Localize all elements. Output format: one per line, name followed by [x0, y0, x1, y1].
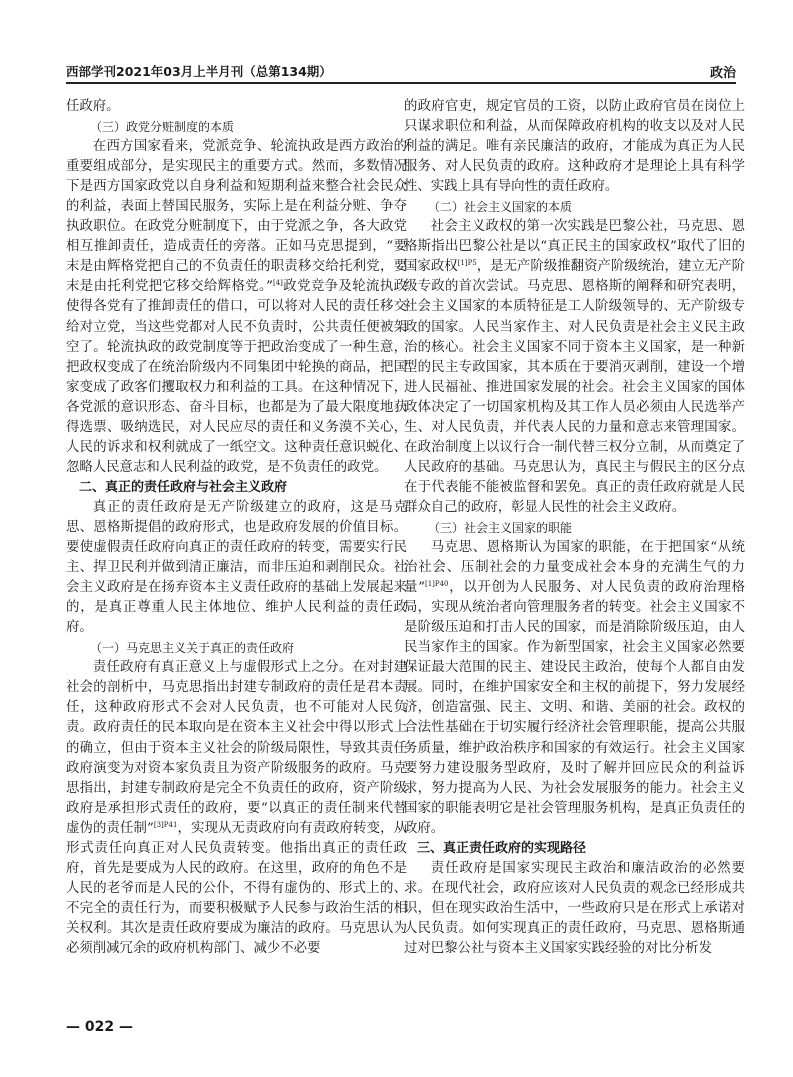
paragraph-text: （三）社会主义国家的职能: [428, 520, 573, 535]
paragraph-text: （二）社会主义国家的本质: [428, 200, 573, 215]
header-rule: [66, 82, 736, 84]
paragraph-text: 责任政府有真正意义上与虚假形式上之分。在对封建社会的剖析中，马克思指出封建专制政府的责任是君本责任，这种政府形式不会对人民负责，也不可能对人民负责。政府责任的民本取向是在资本主义社会中得以形式上的确立，但由于资本主义社会的阶级局限性，导致其责任政府演变为对资本家负责且为资产阶级服务的政府。马克思指出，封建专制政府是完全不负责任的政府，资产阶级政府是承担形式责任的政府，要“以真正的责任制来代替虚伪的责任制”: [66, 660, 407, 836]
issue-info: 2021年03月上半月刊（总第134期）: [116, 64, 332, 79]
body-paragraph: [404, 538, 745, 839]
paragraph-text: （三）政党分赃制度的本质: [90, 120, 235, 135]
paragraph-text-continued: ，实现从无责政府向有责政府转变，从形式责任向真正对人民负责转变。他指出真正的责任政府，首先是要成为人民的政府。在这里，政府的角色不是人民的老爷而是人民的公仆，不得有虚伪的、形式上的、不完全的责任行为，而要积极赋予人民参与政治生活的相关权利。其次是责任政府要成为廉洁的政府。马克思认为必须削减冗余的政府机构部门、减少不必要: [66, 820, 407, 956]
body-paragraph: [66, 97, 407, 117]
paragraph-text-continued: ，以开创为人民服务、对人民负责的政府治理格局，实现从统治者向管理服务者的转变。社会主义国家不是阶级压迫和打击人民的国家，而是消除阶级压迫，由人民当家作主的国家。作为新型国家，社会主义国家必然要保证最大范围的民主、建设民主政治，使每个人都自由发展。同时，在维护国家安全和主权的前提下，努力发展经济，创造富强、民主、文明、和谐、美丽的社会。政权的合法性基础在于切实履行经济社会管理职能，提高公共服务质量，维护政治秩序和国家的有效运行。社会主义国家要努力建设服务型政府，及时了解并回应民众的利益诉求，努力提高为人民、为社会发展服务的能力。社会主义国家的职能表明它是社会管理服务机构，是真正负责任的政府。: [404, 580, 745, 836]
body-paragraph: [404, 859, 745, 959]
section-heading: [66, 478, 407, 498]
journal-issue-line: [66, 62, 332, 80]
body-paragraph: [404, 97, 745, 197]
paragraph-text: （一）马克思主义关于真正的责任政府: [90, 641, 295, 656]
citation-marker: [3]P41: [153, 820, 178, 829]
journal-name: 西部学刊: [66, 64, 117, 79]
section-heading: [404, 839, 745, 859]
paragraph-text: 在西方国家看来，党派竞争、轮流执政是西方政治的重要组成部分，是实现民主的重要方式。然而，多数情况下是西方国家政党以自身利益和短期利益来整合社会民众的利益，表面上替国民服务，实际上是在利益分赃、争夺执政职位。在政党分赃制度下，由于党派之争，各大政党相互推卸责任，造成责任的旁落。正如马克思提到，“要末是由辉格党把自己的不负责任的职责移交给托利党，要末是由托利党把它移交给辉格党。”: [66, 139, 407, 295]
paragraph-text-continued: ，是无产阶级推翻资产阶级统治，建立无产阶级专政的首次尝试。马克思、恩格斯的阐释和研究表明，社会主义国家的本质特征是工人阶级领导的、无产阶级专政的国家。人民当家作主、对人民负责是社会主义民主政治的核心。社会主义国家不同于资本主义国家，是一种新型的民主专政国家，其本质在于要消灭剥削，建设一个增进人民福祉、推进国家发展的社会。社会主义国家的国体政体决定了一切国家机构及其工作人员必须由人民选举产生、对人民负责，并代表人民的力量和意志来管理国家。在政治制度上以议行合一制代替三权分立制，从而奠定了人民政府的基础。马克思认为，真民主与假民主的区分点在于代表能不能被监督和罢免。真正的责任政府就是人民群众自己的政府，彰显人民性的社会主义政府。: [404, 259, 746, 515]
subsection-heading: [404, 197, 745, 217]
paragraph-text: 社会主义政权的第一次实践是巴黎公社，马克思、恩格斯指出巴黎公社是以“真正民主的国家政权”取代了旧的国家政权: [404, 219, 745, 275]
left-column: [66, 97, 407, 959]
paragraph-text: 二、真正的责任政府与社会主义政府: [79, 479, 288, 495]
citation-marker: [1]P40: [424, 580, 449, 589]
body-paragraph: [66, 498, 407, 638]
citation-marker: [1]P5: [457, 259, 477, 268]
paragraph-text: 马克思、恩格斯认为国家的职能，在于把国家“从统治社会、压制社会的力量变成社会本身的充满生气的力量”: [404, 540, 745, 596]
paragraph-text: 真正的责任政府是无产阶级建立的政府，这是马克思、恩格斯提倡的政府形式，也是政府发展的价值目标。要使虚假责任政府向真正的责任政府的转变，需要实行民主、捍卫民利并做到清正廉洁，而非压迫和剥削民众。社会主义政府是在扬弃资本主义责任政府的基础上发展起来的，是真正尊重人民主体地位、维护人民利益的责任政府。: [66, 499, 407, 636]
body-paragraph: [404, 217, 745, 518]
page-number: — 022 —: [66, 1019, 133, 1035]
paragraph-text-continued: 政党竞争及轮流执政使得各党有了推卸责任的借口，可以将对人民的责任移交给对立党，当这些党都对人民不负责时，公共责任便被架空了。轮流执政的政党制度等于把政治变成了一种生意，把政权变成了在统治阶级内不同集团中轮换的商品，把国家变成了政客们攫取权力和利益的工具。在这种情况下，各党派的意识形态、奋斗目标，也都是为了最大限度地获得选票、吸纳选民，对人民应尽的责任和义务漠不关心，人民的诉求和权利就成了一纸空文。这种责任意识蜕化、忽略人民意志和人民利益的政党，是不负责任的政党。: [66, 279, 408, 475]
citation-marker: [4]: [272, 279, 283, 288]
body-paragraph: [66, 658, 407, 959]
body-paragraph: [66, 137, 407, 478]
subsection-heading: [404, 518, 745, 538]
paragraph-text: 任政府。: [66, 99, 120, 114]
right-column: [404, 97, 745, 959]
paragraph-text: 责任政府是国家实现民主政治和廉洁政治的必然要求。在现代社会，政府应该对人民负责的观念已经形成共识，但在现实政治生活中，一些政府只是在形式上承诺对人民负责。如何实现真正的责任政府，马克思、恩格斯通过对巴黎公社与资本主义国家实践经验的对比分析发: [404, 860, 745, 956]
paragraph-text: 的政府官吏，规定官员的工资，以防止政府官员在岗位上只谋求职位和利益，从而保障政府机构的收支以及对人民利益的满足。唯有亲民廉洁的政府，才能成为真正为人民服务、对人民负责的政府。这种政府才是理论上具有科学性、实践上具有导向性的责任政府。: [404, 99, 745, 195]
subsection-heading: [66, 638, 407, 658]
running-header: [66, 62, 736, 82]
subsection-heading: [66, 117, 407, 137]
section-label: 政治: [709, 66, 736, 81]
paragraph-text: 三、真正责任政府的实现路径: [417, 840, 587, 856]
